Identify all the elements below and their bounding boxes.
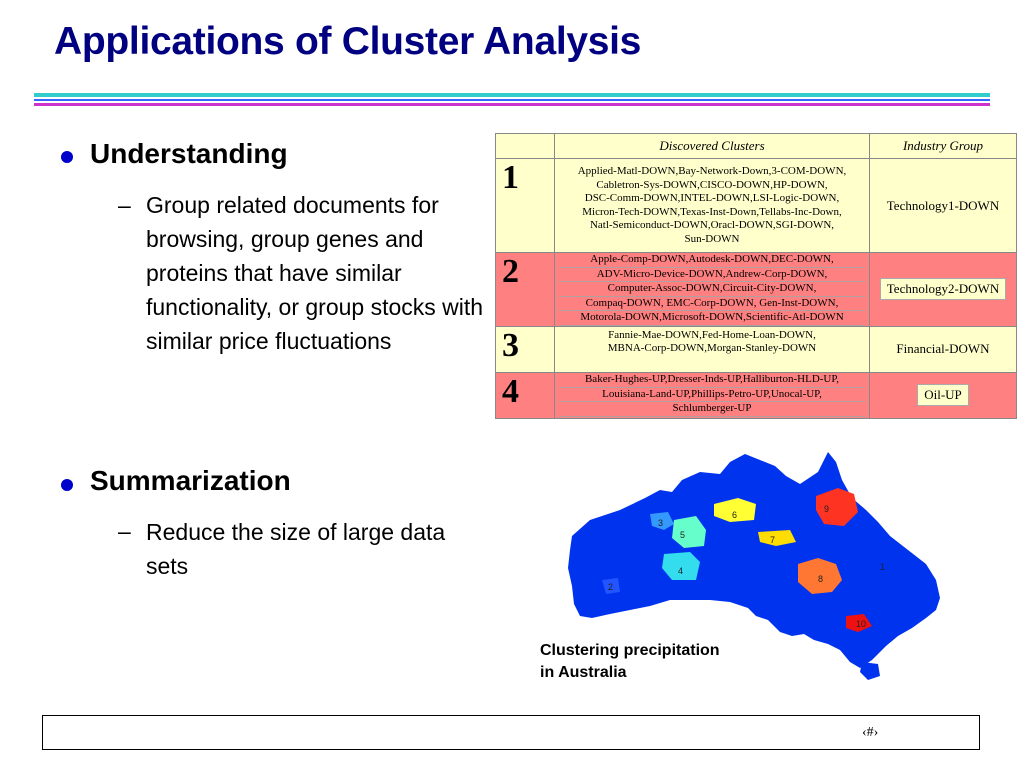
- stock-line: MBNA-Corp-DOWN,Morgan-Stanley-DOWN: [607, 342, 817, 354]
- slide-title: Applications of Cluster Analysis: [54, 20, 642, 63]
- bullet-dot-icon: [61, 151, 73, 163]
- cluster-number: 2: [496, 253, 555, 327]
- cluster-stocks: [555, 326, 870, 372]
- title-rule-cyan: [34, 93, 990, 97]
- stock-line: Applied-Matl-DOWN,Bay-Network-Down,3-COM-DOWN,: [577, 165, 847, 177]
- clusters-table: [495, 133, 1017, 419]
- cluster-number: 1: [496, 159, 555, 253]
- caption-line: Clustering precipitation: [540, 642, 720, 659]
- cluster-stocks: [555, 253, 870, 327]
- map-label: 6: [732, 510, 738, 520]
- table-header-row: [496, 134, 1017, 159]
- map-label: 4: [678, 566, 684, 576]
- bullet-dot-icon: [61, 479, 73, 491]
- footer-box: [42, 715, 980, 750]
- table-row: [496, 326, 1017, 372]
- table-row: [496, 253, 1017, 327]
- stock-line: Schlumberger-UP: [559, 402, 865, 417]
- sub-bullet-dash: –: [118, 518, 131, 544]
- stock-line: Sun-DOWN: [684, 232, 740, 245]
- map-label: 3: [658, 518, 664, 528]
- stock-line: Cabletron-Sys-DOWN,CISCO-DOWN,HP-DOWN,: [596, 178, 828, 191]
- stock-line: Fannie-Mae-DOWN,Fed-Home-Loan-DOWN,: [608, 328, 816, 341]
- stock-line: Computer-Assoc-DOWN,Circuit-City-DOWN,: [559, 282, 865, 297]
- stock-line: Apple-Comp-DOWN,Autodesk-DOWN,DEC-DOWN,: [559, 253, 865, 268]
- map-caption: [540, 640, 720, 684]
- map-label: 9: [824, 504, 830, 514]
- cluster-industry: [870, 372, 1017, 418]
- australia-landmass: [568, 452, 940, 668]
- map-label: 7: [770, 535, 776, 545]
- sub-bullet-summarization: Reduce the size of large data sets: [146, 519, 446, 579]
- stock-line: Motorola-DOWN,Microsoft-DOWN,Scientific-Atl-DOWN: [559, 311, 865, 326]
- bullet-understanding: Understanding: [90, 138, 288, 169]
- stock-line: DSC-Comm-DOWN,INTEL-DOWN,LSI-Logic-DOWN,: [584, 192, 840, 204]
- tasmania: [860, 662, 880, 680]
- header-empty-cell: [496, 134, 555, 159]
- table-row: [496, 159, 1017, 253]
- cluster-industry: Technology1-DOWN: [870, 159, 1017, 253]
- map-label: 8: [818, 574, 824, 584]
- header-discovered-clusters: Discovered Clusters: [555, 134, 870, 159]
- header-industry-group: Industry Group: [870, 134, 1017, 159]
- cluster-number: 3: [496, 326, 555, 372]
- title-rule-blue: [34, 99, 990, 101]
- stock-line: Compaq-DOWN, EMC-Corp-DOWN, Gen-Inst-DOWN,: [559, 297, 865, 312]
- sub-bullet-dash: –: [118, 192, 131, 218]
- map-label: 2: [608, 582, 614, 592]
- industry-label: Technology2-DOWN: [880, 278, 1006, 300]
- stock-line: Natl-Semiconduct-DOWN,Oracl-DOWN,SGI-DOWN,: [589, 219, 835, 231]
- map-label: 5: [680, 530, 686, 540]
- sub-bullet-understanding: Group related documents for browsing, group genes and proteins that have similar functionality, or group stocks with similar price fluctuations: [146, 192, 484, 354]
- cluster-stocks: [555, 159, 870, 253]
- cluster-industry: Financial-DOWN: [870, 326, 1017, 372]
- map-label: 10: [856, 619, 867, 629]
- map-label: 1: [880, 562, 886, 572]
- industry-label: Oil-UP: [917, 384, 969, 406]
- cluster-number: 4: [496, 372, 555, 418]
- caption-line: in Australia: [540, 664, 627, 681]
- stock-line: ADV-Micro-Device-DOWN,Andrew-Corp-DOWN,: [559, 268, 865, 283]
- page-number: ‹#›: [862, 725, 879, 740]
- bullet-summarization: Summarization: [90, 465, 291, 496]
- stock-line: Micron-Tech-DOWN,Texas-Inst-Down,Tellabs-Inc-Down,: [582, 205, 842, 218]
- cluster-stocks: [555, 372, 870, 418]
- stock-line: Louisiana-Land-UP,Phillips-Petro-UP,Unocal-UP,: [559, 388, 865, 403]
- table-row: [496, 372, 1017, 418]
- stock-line: Baker-Hughes-UP,Dresser-Inds-UP,Halliburton-HLD-UP,: [559, 373, 865, 388]
- cluster-industry: [870, 253, 1017, 327]
- title-rule-magenta: [34, 103, 990, 106]
